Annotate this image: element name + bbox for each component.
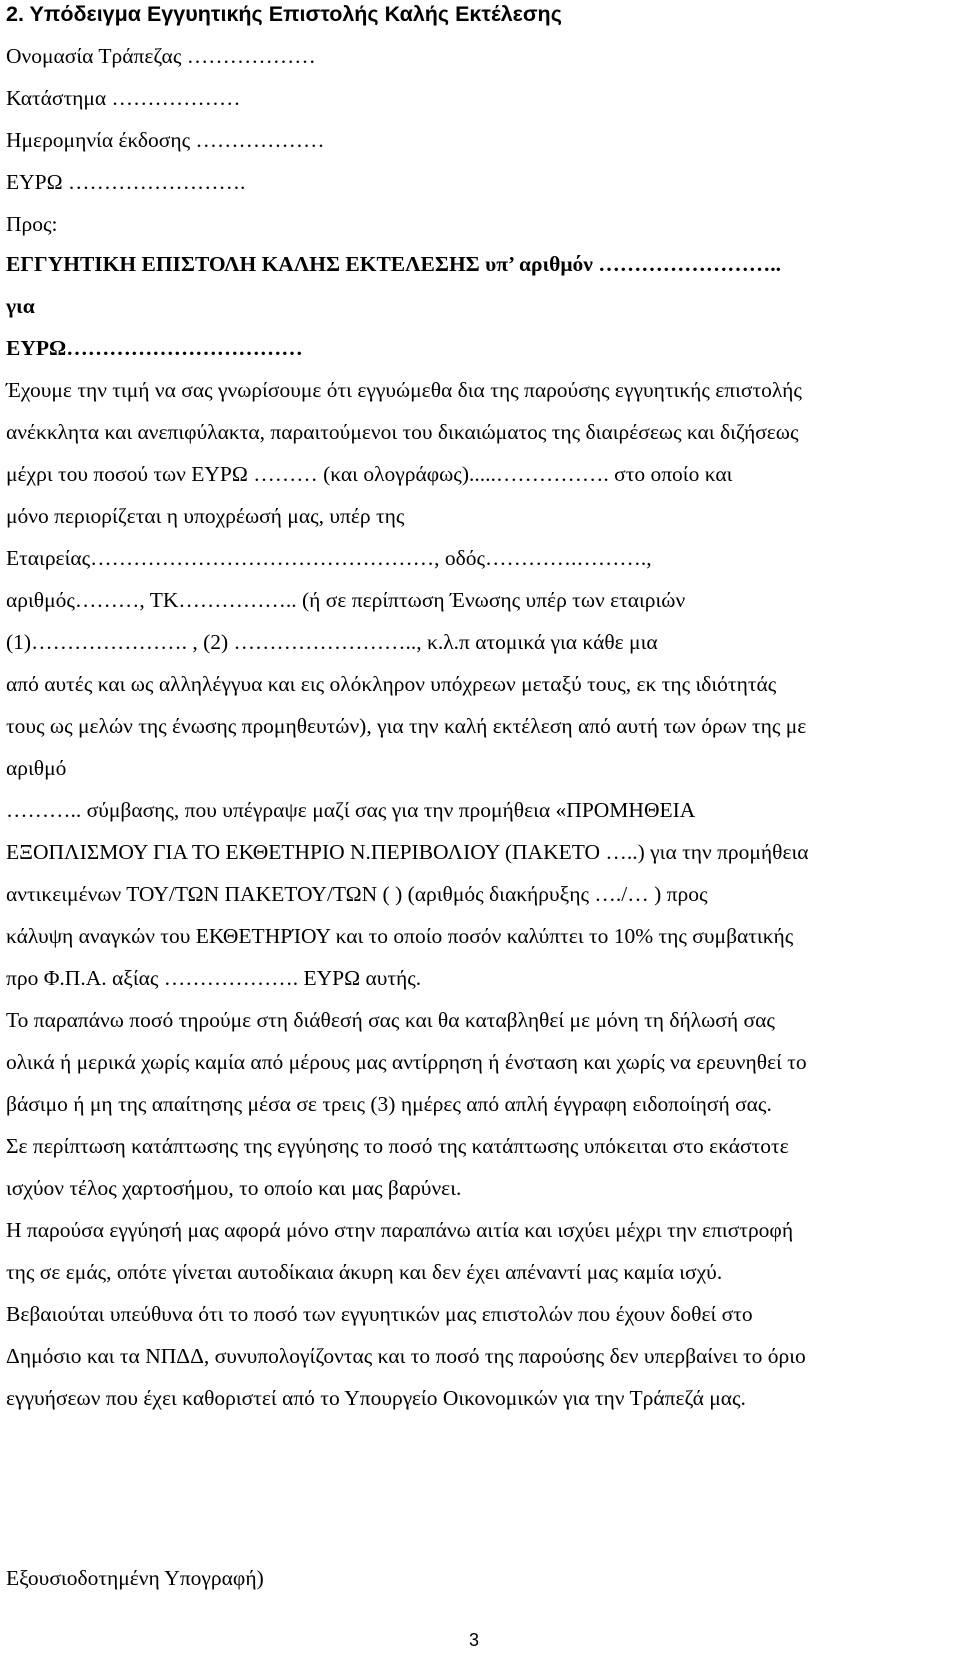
body-line: της σε εμάς, οπότε γίνεται αυτοδίκαια άκυρη και δεν έχει απέναντί μας καμία ισχύ. [6, 1260, 723, 1284]
body-line: αντικειμένων ΤΟΥ/ΤΩΝ ΠΑΚΕΤΟΥ/ΤΩΝ ( ) (αριθμός διακήρυξης …./… ) προς [6, 882, 708, 906]
body-line: Εταιρείας…………………………………………, οδός………….………., [6, 546, 652, 570]
body-line: Δημόσιο και τα ΝΠΔΔ, συνυπολογίζοντας και το ποσό της παρούσης δεν υπερβαίνει το όριο [6, 1344, 806, 1368]
body-line: ……….. σύμβασης, που υπέγραψε μαζί σας για την προμήθεια «ΠΡΟΜΗΘΕΙΑ [6, 798, 696, 822]
section-title: 2. Υπόδειγμα Εγγυητικής Επιστολής Καλής Εκτέλεσης [6, 2, 562, 26]
body-line: τους ως μελών της ένωσης προμηθευτών), για την καλή εκτέλεση από αυτή των όρων της με [6, 714, 807, 738]
body-line: από αυτές και ως αλληλέγγυα και εις ολόκληρον υπόχρεων μεταξύ τους, εκ της ιδιότητάς [6, 672, 777, 696]
recipient-field: Προς: [6, 212, 58, 236]
body-line: ΕΞΟΠΛΙΣΜΟΥ ΓΙΑ ΤΟ ΕΚΘΕΤΗΡΙΟ Ν.ΠΕΡΙΒΟΛΙΟΥ (ΠΑΚΕΤΟ …..) για την προμήθεια [6, 840, 809, 864]
body-line: μόνο περιορίζεται η υποχρέωσή μας, υπέρ της [6, 504, 405, 528]
body-line: Το παραπάνω ποσό τηρούμε στη διάθεσή σας και θα καταβληθεί με μόνη τη δήλωσή σας [6, 1008, 775, 1032]
body-line: μέχρι του ποσού των ΕΥΡΩ ……… (και ολογράφως).....……………. στο οποίο και [6, 462, 733, 486]
amount-field: ΕΥΡΩ ……………………. [6, 170, 246, 194]
signature-line: Εξουσιοδοτημένη Υπογραφή) [6, 1566, 264, 1590]
letter-heading: ΕΓΓΥΗΤΙΚΗ ΕΠΙΣΤΟΛΗ ΚΑΛΗΣ ΕΚΤΕΛΕΣΗΣ υπ’ αριθμόν …………………….. [6, 252, 782, 276]
body-line: Έχουμε την τιμή να σας γνωρίσουμε ότι εγγυώμεθα δια της παρούσης εγγυητικής επιστολής [6, 378, 802, 402]
body-line: ολικά ή μερικά χωρίς καμία από μέρους μας αντίρρηση ή ένσταση και χωρίς να ερευνηθεί το [6, 1050, 807, 1074]
issue-date-field: Ημερομηνία έκδοσης ……………… [6, 128, 325, 152]
body-line: προ Φ.Π.Α. αξίας ………………. ΕΥΡΩ αυτής. [6, 966, 422, 990]
body-line: κάλυψη αναγκών του ΕΚΘΕΤΗΡΊΟΥ και το οποίο ποσόν καλύπτει το 10% της συμβατικής [6, 924, 794, 948]
letter-heading-for: για [6, 294, 35, 318]
body-line: Η παρούσα εγγύησή μας αφορά μόνο στην παραπάνω αιτία και ισχύει μέχρι την επιστροφή [6, 1218, 794, 1242]
bank-name-field: Ονομασία Τράπεζας ……………… [6, 44, 316, 68]
body-line: αριθμός………, ΤΚ…………….. (ή σε περίπτωση Ένωσης υπέρ των εταιριών [6, 588, 686, 612]
body-line: Βεβαιούται υπεύθυνα ότι το ποσό των εγγυητικών μας επιστολών που έχουν δοθεί στο [6, 1302, 753, 1326]
body-line: εγγυήσεων που έχει καθοριστεί από το Υπουργείο Οικονομικών για την Τράπεζά μας. [6, 1386, 746, 1410]
body-line: ισχύον τέλος χαρτοσήμου, το οποίο και μας βαρύνει. [6, 1176, 462, 1200]
body-line: Σε περίπτωση κατάπτωσης της εγγύησης το ποσό της κατάπτωσης υπόκειται στο εκάστοτε [6, 1134, 789, 1158]
branch-field: Κατάστημα ……………… [6, 86, 241, 110]
letter-heading-amount: ΕΥΡΩ…………………………… [6, 336, 303, 360]
body-line: βάσιμο ή μη της απαίτησης μέσα σε τρεις (3) ημέρες από απλή έγγραφη ειδοποίησή σας. [6, 1092, 772, 1116]
body-line: αριθμό [6, 756, 67, 780]
page-number: 3 [469, 1630, 480, 1650]
body-line: (1)…………………. , (2) …………………….., κ.λ.π ατομικά για κάθε μια [6, 630, 658, 654]
body-line: ανέκκλητα και ανεπιφύλακτα, παραιτούμενοι του δικαιώματος της διαιρέσεως και διζήσεως [6, 420, 799, 444]
